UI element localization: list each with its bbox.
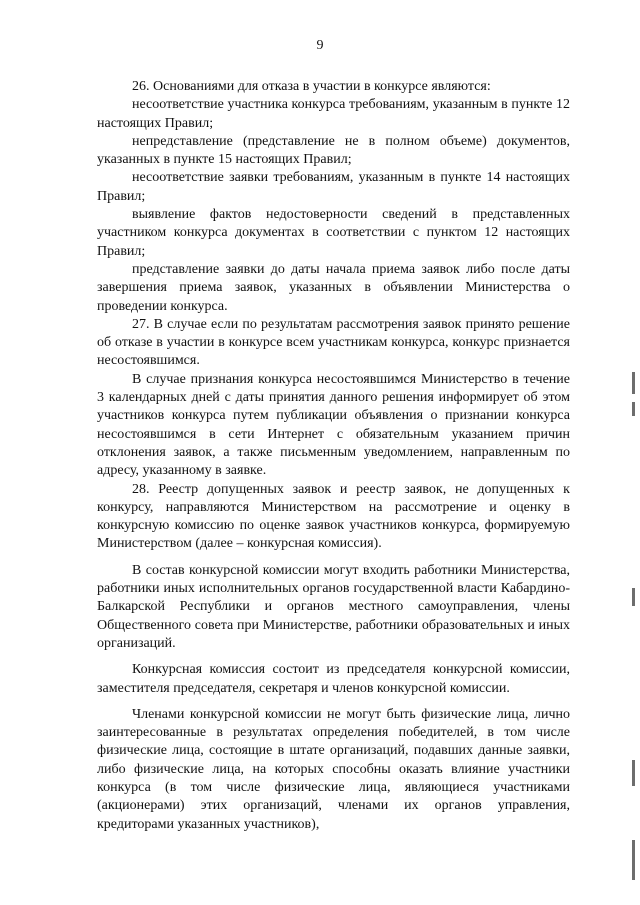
paragraph-commission-members: Членами конкурсной комиссии не могут быть физические лица, лично заинтересованные в результатах определения победителей, в том числе физические лица, состоящие в штате организаций, подавших данные заявки, либо физические лица, на которых способны оказать влияние участники конкурса (в том числе физические лица, являющиеся участниками (акционерами) этих организаций, членами их органов управления, кредиторами указанных участников), <box>97 706 570 832</box>
paragraph-ground-documents: непредставление (представление не в полном объеме) документов, указанных в пункте 15 настоящих Правил; <box>97 133 570 168</box>
paragraph-28: 28. Реестр допущенных заявок и реестр заявок, не допущенных к конкурсу, направляются Министерством на рассмотрение и оценку в конкурсную комиссию по оценке заявок участников конкурса, формируемую Министерством (далее – конкурсная комиссия). <box>97 481 570 552</box>
paragraph-27-notification: В случае признания конкурса несостоявшимся Министерство в течение 3 календарных дней с даты принятия данного решения информирует об этом участников конкурса путем публикации объявления о признании конкурса несостоявшимся в сети Интернет с обязательным указанием причин отклонения заявок, а также письменным уведомлением, направленным по адресу, указанному в заявке. <box>97 371 570 479</box>
paragraph-ground-timing: представление заявки до даты начала приема заявок либо после даты завершения приема заявок, указанных в объявлении Министерства о проведении конкурса. <box>97 261 570 314</box>
scan-edge-mark <box>632 588 635 606</box>
paragraph-commission-structure: Конкурсная комиссия состоит из председателя конкурсной комиссии, заместителя председателя, секретаря и членов конкурсной комиссии. <box>97 662 570 696</box>
scan-edge-mark <box>632 372 635 394</box>
page-number: 9 <box>316 38 324 53</box>
paragraph-ground-false-info: выявление фактов недостоверности сведений в представленных участником конкурса документах в соответствии с пунктом 12 настоящих Правил; <box>97 207 570 259</box>
scan-edge-mark <box>632 840 635 880</box>
scan-edge-mark <box>632 402 635 416</box>
paragraph-commission-composition: В состав конкурсной комиссии могут входить работники Министерства, работники иных исполнительных органов государственной власти Кабардино-Балкарской Республики и органов местного самоуправления, члены Общественного совета при Министерстве, работники образовательных и иных организаций. <box>97 562 570 651</box>
paragraph-ground-application: несоответствие заявки требованиям, указанным в пункте 14 настоящих Правил; <box>97 170 570 204</box>
paragraph-ground-requirements: несоответствие участника конкурса требованиям, указанным в пункте 12 настоящих Правил; <box>97 97 570 131</box>
document-body <box>97 78 570 834</box>
paragraph-27: 27. В случае если по результатам рассмотрения заявок принято решение об отказе в участии в конкурсе всем участникам конкурса, конкурс признается несостоявшимся. <box>97 316 570 369</box>
paragraph-26-heading: 26. Основаниями для отказа в участии в конкурсе являются: <box>132 79 491 94</box>
scan-edge-mark <box>632 760 635 786</box>
